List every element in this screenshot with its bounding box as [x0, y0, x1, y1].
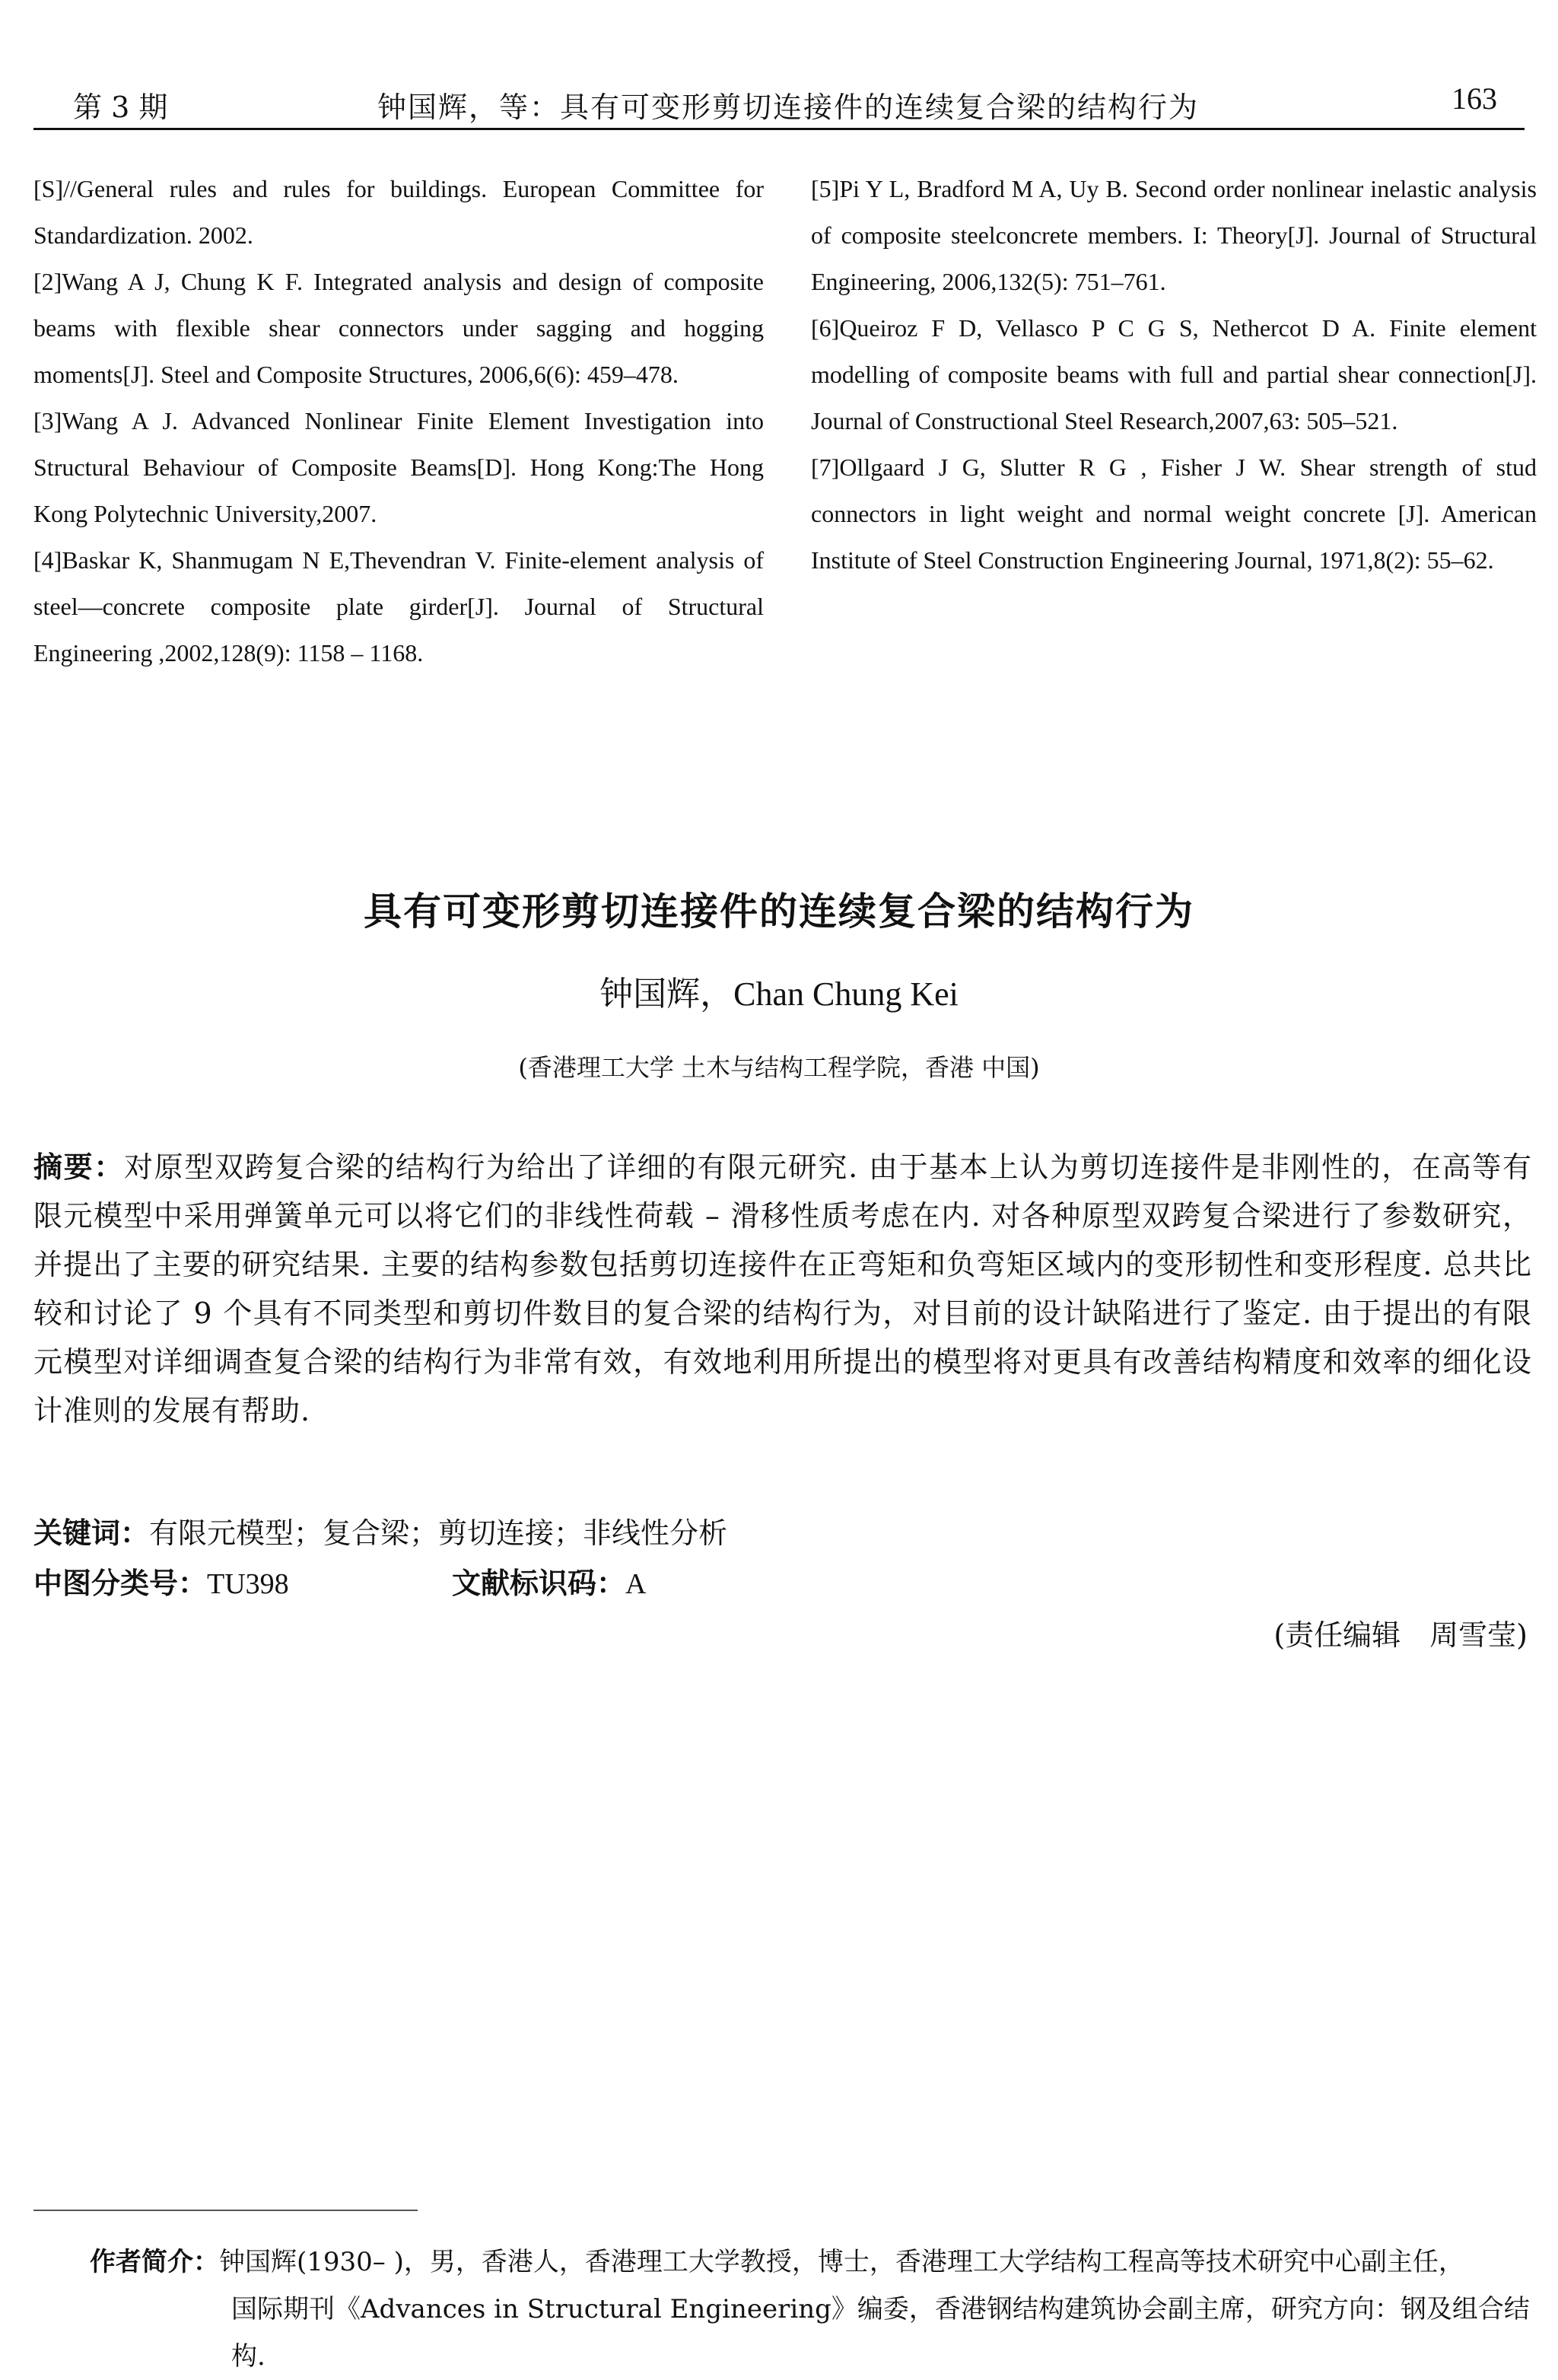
running-title: 钟国辉，等：具有可变形剪切连接件的连续复合梁的结构行为	[377, 91, 1200, 124]
doccode-label: 文献标识码：	[452, 1567, 626, 1600]
keywords	[33, 1510, 727, 1551]
running-header	[33, 79, 1525, 130]
reference-item: [3]Wang A J. Advanced Nonlinear Finite Element Investigation into Structural Behaviour of Composite Beams[D]. Hong Kong:The Hong Kong Polytechnic University,2007.	[33, 407, 764, 527]
page-number: 163	[1451, 81, 1497, 116]
references-right-column	[811, 166, 1537, 584]
reference-item: [2]Wang A J, Chung K F. Integrated analysis and design of composite beams with flexible shear connectors under sagging and hogging moments[J]. Steel and Composite Structures, 2006,6(6): 459–478.	[33, 268, 764, 388]
author-affiliation: (香港理工大学 土木与结构工程学院，香港 中国)	[518, 1053, 1040, 1082]
reference-item: [5]Pi Y L, Bradford M A, Uy B. Second order nonlinear inelastic analysis of composite steelconcrete members. I: Theory[J]. Journal of Structural Engineering, 2006,132(5): 751–761.	[811, 175, 1537, 295]
author-bio-footnote	[90, 2238, 1540, 2380]
article-title: 具有可变形剪切连接件的连续复合梁的结构行为	[364, 889, 1194, 934]
class-value: TU398	[207, 1568, 289, 1600]
author-bio-line2: 国际期刊《Advances in Structural Engineering》编委，香港钢结构建筑协会副主席，研究方向：钢及组合结构.	[231, 2294, 1530, 2372]
article-authors: 钟国辉，Chan Chung Kei	[599, 975, 959, 1013]
issue-number: 第 3 期	[73, 91, 168, 124]
classification-line	[33, 1560, 647, 1602]
reference-item: [S]//General rules and rules for buildings. European Committee for Standardization. 2002.	[33, 175, 764, 249]
references-left-column	[33, 166, 764, 676]
keywords-label: 关键词：	[33, 1516, 150, 1550]
abstract	[33, 1143, 1532, 1435]
responsible-editor: (责任编辑 周雪莹)	[1273, 1618, 1528, 1652]
reference-item: [6]Queiroz F D, Vellasco P C G S, Nethercot D A. Finite element modelling of composite beams with full and partial shear connection[J]. Journal of Constructional Steel Research,2007,63: 505–521.	[811, 314, 1537, 434]
class-label: 中图分类号：	[33, 1567, 208, 1600]
abstract-label: 摘要：	[33, 1150, 125, 1184]
keywords-text: 有限元模型；复合梁；剪切连接；非线性分析	[149, 1516, 728, 1550]
abstract-text: 对原型双跨复合梁的结构行为给出了详细的有限元研究. 由于基本上认为剪切连接件是非刚性的，在高等有限元模型中采用弹簧单元可以将它们的非线性荷载 – 滑移性质考虑在内. 对各种原型双跨复合梁进行了参数研究，并提出了主要的研究结果. 主要的结构参数包括剪切连接件在正弯矩和负弯矩区域内的变形韧性和变形程度. 总共比较和讨论了 9 个具有不同类型和剪切件数目的复合梁的结构行为，对目前的设计缺陷进行了鉴定. 由于提出的有限元模型对详细调查复合梁的结构行为非常有效，有效地利用所提出的模型将对更具有改善结构精度和效率的细化设计准则的发展有帮助.	[33, 1150, 1532, 1427]
doccode-value: A	[625, 1568, 647, 1600]
document-code	[452, 1560, 646, 1602]
reference-item: [7]Ollgaard J G, Slutter R G , Fisher J W. Shear strength of stud connectors in light weight and normal weight concrete [J]. American Institute of Steel Construction Engineering Journal, 1971,8(2): 55–62.	[811, 453, 1537, 574]
reference-item: [4]Baskar K, Shanmugam N E,Thevendran V. Finite-element analysis of steel—concrete composite plate girder[J]. Journal of Structural Engineering ,2002,128(9): 1158 – 1168.	[33, 546, 764, 667]
author-bio-label: 作者简介：	[90, 2247, 219, 2277]
author-bio-line1: 钟国辉(1930– )，男，香港人，香港理工大学教授，博士，香港理工大学结构工程高等技术研究中心副主任，	[219, 2247, 1464, 2277]
footnote-divider	[33, 2210, 418, 2211]
